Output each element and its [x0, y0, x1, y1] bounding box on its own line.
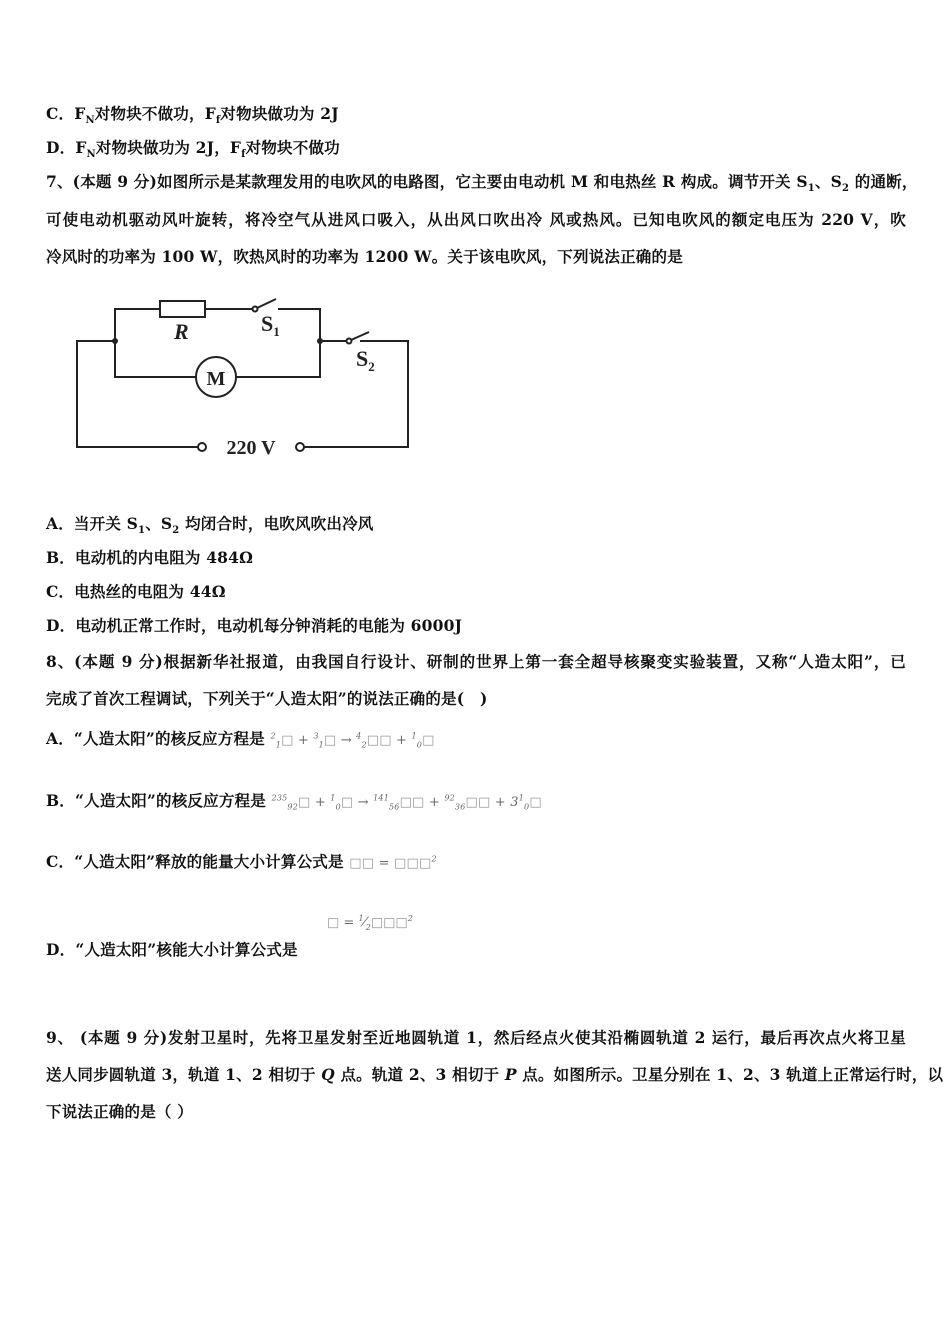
motor-label: M	[206, 368, 226, 390]
wire-outer-left	[77, 341, 198, 447]
formula-a: $^2_1$□ + $^3_1$□ → $^4_2$□□ + $^1_0$□	[270, 731, 435, 750]
voltage-label: 220 V	[226, 437, 276, 459]
q6-option-c: C．$F_N$对物块不做功，$F_f$对物块做功为 2J	[46, 104, 339, 127]
q7-stem-line1: 7、(本题 9 分)如图所示是某款理发用的电吹风的电路图，它主要由电动机 M 和电热丝 R 构成。调节开关 $S_1$、$S_2$ 的通断，	[46, 172, 918, 195]
resistor-symbol	[160, 301, 205, 317]
q7-option-b: B．电动机的内电阻为 484Ω	[46, 548, 254, 567]
q6-option-d: D．$F_N$对物块做功为 2J，$F_f$对物块不做功	[46, 138, 340, 161]
q9-stem-line1: 9、 (本题 9 分)发射卫星时，先将卫星发射至近地圆轨道 1，然后经点火使其沿椭圆轨道 2 运行，最后再次点火将卫星	[46, 1028, 906, 1047]
wire-motor-right	[236, 341, 320, 377]
q7-option-c: C．电热丝的电阻为 44Ω	[46, 582, 226, 601]
junction-right	[317, 338, 323, 344]
q7-option-d: D．电动机正常工作时，电动机每分钟消耗的电能为 6000J	[46, 616, 463, 635]
formula-b: $^{235}_{92}$□ + $^1_0$□ → $^{141}_{56}$□□ + $^{92}_{36}$□□ + $3^1_0□$	[271, 793, 542, 812]
q8-stem-line2: 完成了首次工程调试，下列关于“人造太阳”的说法正确的是( )	[46, 689, 488, 708]
terminal-right	[296, 443, 304, 451]
wire-top-left	[115, 309, 160, 341]
formula-d: □ = $^1⁄_2□□□^2$	[327, 914, 413, 932]
wire-motor-left	[115, 341, 196, 377]
q9-stem-line2: 送人同步圆轨道 3，轨道 1、2 相切于 Q 点。轨道 2、3 相切于 P 点。如图所示。卫星分别在 1、2、3 轨道上正常运行时，以	[46, 1065, 944, 1084]
q8-option-c: C．“人造太阳”释放的能量大小计算公式是 □□ = □□□$^2$	[46, 852, 437, 871]
switch2-label: $S_2$	[356, 346, 375, 374]
junction-left	[112, 338, 118, 344]
q9-stem-line3: 下说法正确的是（ ）	[46, 1102, 193, 1121]
q8-option-a: A．“人造太阳”的核反应方程是 $^2_1$□ + $^3_1$□ → $^4_2$□□ + $^1_0$□	[46, 729, 435, 750]
q8-option-d: D．“人造太阳”核能大小计算公式是	[46, 940, 298, 959]
circuit-diagram	[70, 295, 415, 460]
switch1-label: $S_1$	[261, 311, 280, 339]
q7-stem-line3: 冷风时的功率为 100 W，吹热风时的功率为 1200 W。关于该电吹风，下列说法正确的是	[46, 247, 683, 266]
q7-stem-line2: 可使电动机驱动风叶旋转，将冷空气从进风口吸入，从出风口吹出冷 风或热风。已知电吹风的额定电压为 220 V，吹	[46, 210, 906, 229]
terminal-left	[198, 443, 206, 451]
q8-option-b: B．“人造太阳”的核反应方程是 $^{235}_{92}$□ + $^1_0$□ → $^{141}_{56}$□□ + $^{92}_{36}$□□ + $3^1_0□$	[46, 791, 542, 812]
switch1-blade	[257, 299, 276, 308]
switch2-blade	[351, 332, 369, 340]
wire-top-right	[278, 309, 320, 341]
q7-option-a: A．当开关 $S_1$、$S_2$ 均闭合时，电吹风吹出冷风	[46, 514, 374, 537]
q8-stem-line1: 8、(本题 9 分)根据新华社报道，由我国自行设计、研制的世界上第一套全超导核聚变实验装置，又称“人造太阳”，已	[46, 652, 906, 671]
formula-c: □□ = □□□$^2$	[349, 854, 437, 871]
resistor-label: R	[174, 319, 189, 344]
